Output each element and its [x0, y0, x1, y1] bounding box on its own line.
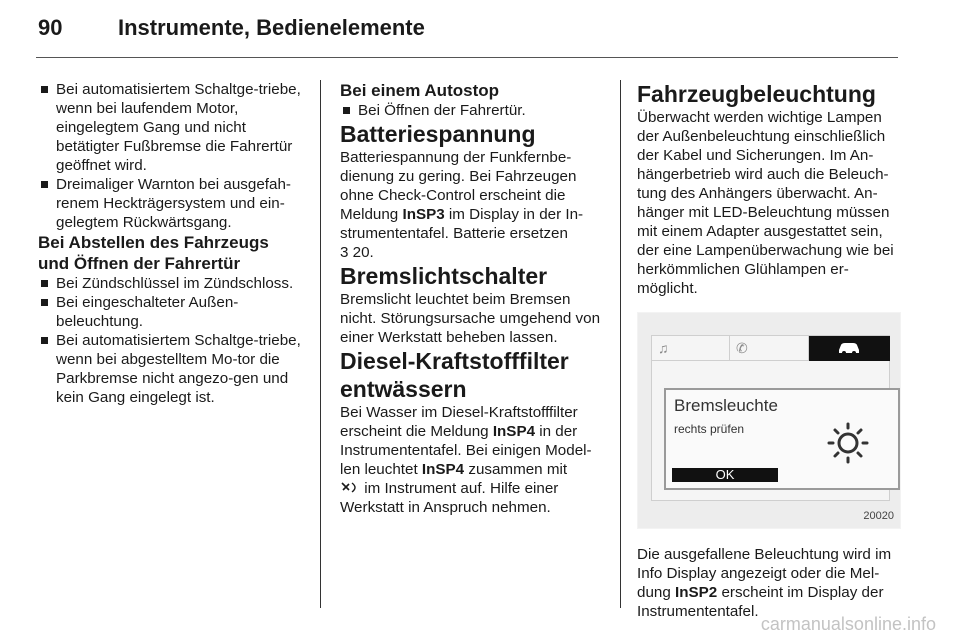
bullet-item: Bei eingeschalteter Außen-beleuchtung.	[38, 293, 304, 331]
tab-phone	[730, 336, 809, 361]
display-screen	[651, 335, 890, 501]
figure-number: 20020	[863, 510, 894, 522]
lighting-paragraph: Überwacht werden wichtige Lampen der Außenbeleuchtung einschließlich der Kabel und Sicherungen. Im An-hängerbetrieb wird auch die Beleuch-tung des Anhängers überwacht. An-hänger mit LED-Beleuchtung müssen mit einem Adapter ausgestattet sein, der eine Lampenüberwachung wie bei herkömmlichen Glühlampen er-möglicht.	[637, 109, 894, 297]
music-note-icon: ♫	[658, 340, 669, 356]
header-rule	[36, 57, 898, 58]
code-insp4: InSP4	[421, 461, 465, 478]
page-header	[0, 0, 960, 58]
message-subtitle: rechts prüfen	[674, 422, 745, 436]
subheading-parking: Bei Abstellen des Fahrzeugs und Öffnen der Fahrertür	[38, 233, 269, 273]
message-title: Bremsleuchte	[674, 396, 778, 415]
bullet-item: Bei automatisiertem Schaltge-triebe, wenn bei laufendem Motor, eingelegtem Gang und nicht betätigter Fußbremse die Fahrertür geöffnet wird.	[38, 80, 304, 175]
heading-diesel-filter: Diesel-Kraftstofffilter entwässern	[340, 348, 569, 402]
bullet-item: Dreimaliger Warnton bei ausgefah-renem Heckträgersystem und ein-gelegtem Rückwärtsgang.	[38, 175, 304, 232]
column-2	[340, 80, 606, 517]
page-reference: 3 20.	[340, 244, 374, 261]
column-3	[637, 80, 903, 621]
ok-button: OK	[672, 468, 778, 482]
bulb-warning-icon	[824, 420, 872, 466]
tab-audio	[652, 336, 730, 361]
battery-paragraph: Batteriespannung der Funkfernbe-dienung zu gering. Bei Fahrzeugen ohne Check-Control erscheint die Meldung InSP3 im Display in der In-strumententafel. Batterie ersetzen 3 20.	[340, 149, 584, 261]
info-display-figure	[637, 312, 901, 529]
bullet-item: Bei automatisiertem Schaltge-triebe, wenn bei abgestelltem Mo-tor die Parkbremse nicht angezo-gen und kein Gang eingelegt ist.	[38, 331, 304, 407]
column-1	[38, 80, 304, 407]
figure-caption: Die ausgefallene Beleuchtung wird im Info Display angezeigt oder die Mel-dung InSP2 erscheint im Display der Instrumententafel.	[637, 546, 892, 620]
column-divider-2	[620, 80, 621, 608]
code-insp4: InSP4	[492, 423, 536, 440]
car-icon	[836, 341, 862, 355]
watermark: carmanualsonline.info	[760, 614, 936, 634]
bullet-item: Bei Zündschlüssel im Zündschloss.	[38, 274, 304, 293]
brake-paragraph: Bremslicht leuchtet beim Bremsen nicht. Störungsursache umgehend von einer Werkstatt beheben lassen.	[340, 291, 601, 346]
warning-message-box	[664, 388, 900, 490]
tab-vehicle	[809, 336, 890, 361]
heading-vehicle-lighting: Fahrzeugbeleuchtung	[637, 81, 876, 107]
bullet-item: Bei Öffnen der Fahrertür.	[340, 101, 606, 120]
page-number: 90	[38, 15, 63, 40]
phone-icon: ✆	[736, 340, 748, 356]
subheading-autostop: Bei einem Autostop	[340, 81, 499, 100]
code-insp3: InSP3	[402, 206, 445, 223]
wrench-warning-icon	[340, 481, 360, 494]
diesel-paragraph: Bei Wasser im Diesel-Kraftstofffilter erscheint die Meldung InSP4 in der Instrumententafel. Bei einigen Model-len leuchtet InSP4 zusammen mit im Instrument auf. Hilfe einer Werkstatt in Anspruch nehmen.	[340, 404, 592, 516]
heading-battery: Batteriespannung	[340, 121, 536, 147]
column-divider-1	[320, 80, 321, 608]
chapter-title: Instrumente, Bedienelemente	[118, 15, 425, 40]
code-insp2: InSP2	[675, 584, 718, 601]
heading-brake-switch: Bremslichtschalter	[340, 263, 548, 289]
